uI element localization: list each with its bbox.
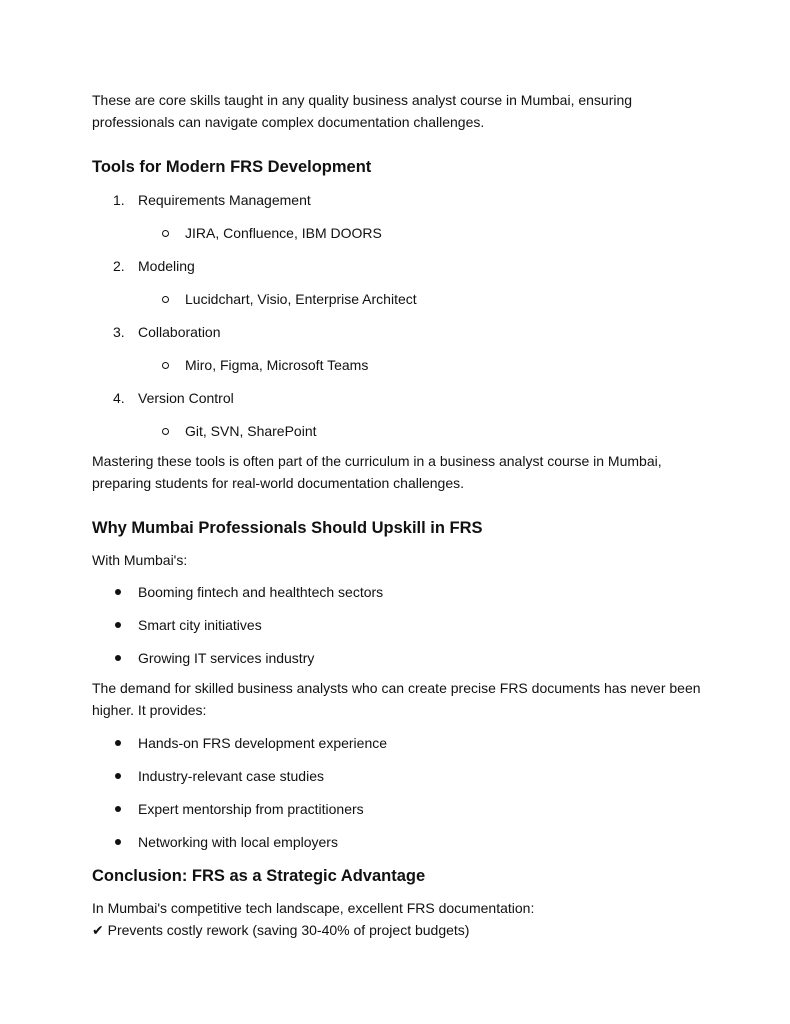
tools-item-modeling	[92, 256, 712, 309]
list-item	[92, 832, 712, 852]
list-item	[92, 799, 712, 819]
list-item	[92, 766, 712, 786]
sub-item-text: Git, SVN, SharePoint	[185, 423, 317, 439]
demand-paragraph: The demand for skilled business analysts who can create precise FRS documents has never been higher. It provides:	[92, 680, 701, 718]
conclusion-heading: Conclusion: FRS as a Strategic Advantage	[92, 867, 426, 885]
tools-summary-paragraph: Mastering these tools is often part of the curriculum in a business analyst course in Mumbai, preparing students for real-world documentation challenges.	[92, 453, 662, 491]
hollow-circle-bullet-icon	[162, 230, 169, 237]
sub-item-text: Miro, Figma, Microsoft Teams	[185, 357, 369, 373]
hollow-circle-bullet-icon	[162, 296, 169, 303]
sub-list-item	[92, 355, 712, 375]
provides-list	[92, 733, 712, 852]
bullet-dot-icon	[115, 806, 121, 812]
tools-heading: Tools for Modern FRS Development	[92, 158, 372, 176]
sub-list-item	[92, 421, 712, 441]
tools-item-requirements	[92, 190, 712, 243]
list-item	[92, 582, 712, 602]
list-item	[92, 733, 712, 753]
check-item-text: Prevents costly rework (saving 30-40% of project budgets)	[107, 922, 470, 938]
why-lead: With Mumbai's:	[92, 552, 188, 568]
intro-paragraph: These are core skills taught in any quality business analyst course in Mumbai, ensuring professionals can navigate complex documentation challenges.	[92, 92, 633, 130]
checkmark-icon: ✔	[92, 923, 104, 939]
list-item-label: Modeling	[138, 258, 195, 274]
list-number: 2.	[113, 258, 125, 274]
bullet-text: Smart city initiatives	[138, 617, 262, 633]
conclusion-check-item	[92, 919, 712, 942]
tools-item-version-control	[92, 388, 712, 441]
bullet-dot-icon	[115, 839, 121, 845]
sub-item-text: Lucidchart, Visio, Enterprise Architect	[185, 291, 417, 307]
bullet-text: Expert mentorship from practitioners	[138, 801, 364, 817]
bullet-dot-icon	[115, 773, 121, 779]
list-item-label: Collaboration	[138, 324, 221, 340]
sector-list	[92, 582, 712, 668]
bullet-text: Booming fintech and healthtech sectors	[138, 584, 384, 600]
hollow-circle-bullet-icon	[162, 362, 169, 369]
tools-item-collaboration	[92, 322, 712, 375]
sub-list-item	[92, 223, 712, 243]
bullet-text: Hands-on FRS development experience	[138, 735, 388, 751]
sub-list-item	[92, 289, 712, 309]
list-item-label: Requirements Management	[138, 192, 311, 208]
bullet-text: Networking with local employers	[138, 834, 338, 850]
bullet-text: Industry-relevant case studies	[138, 768, 324, 784]
sub-item-text: JIRA, Confluence, IBM DOORS	[185, 225, 382, 241]
list-item	[92, 648, 712, 668]
list-item	[92, 615, 712, 635]
bullet-dot-icon	[115, 622, 121, 628]
document-page	[92, 89, 712, 942]
list-number: 3.	[113, 324, 125, 340]
conclusion-lead: In Mumbai's competitive tech landscape, excellent FRS documentation:	[92, 900, 535, 916]
hollow-circle-bullet-icon	[162, 428, 169, 435]
list-number: 4.	[113, 390, 125, 406]
bullet-dot-icon	[115, 589, 121, 595]
bullet-dot-icon	[115, 740, 121, 746]
bullet-dot-icon	[115, 655, 121, 661]
list-item-label: Version Control	[138, 390, 234, 406]
list-number: 1.	[113, 192, 125, 208]
why-heading: Why Mumbai Professionals Should Upskill in FRS	[92, 519, 483, 537]
tools-list	[92, 190, 712, 441]
bullet-text: Growing IT services industry	[138, 650, 315, 666]
